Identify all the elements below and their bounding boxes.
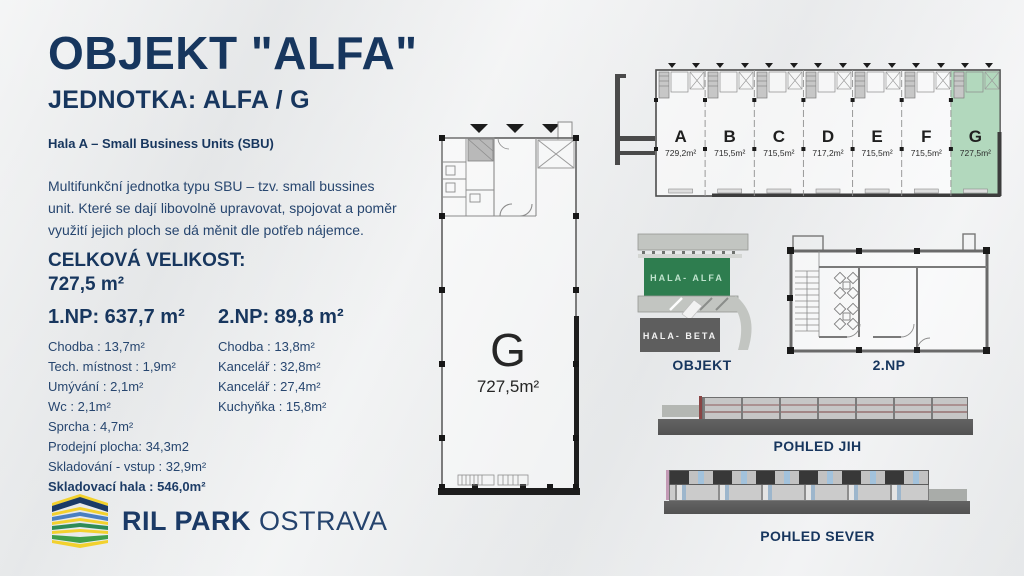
floor-1np-column	[48, 306, 206, 497]
overview-unit-a-label: A	[674, 127, 687, 146]
total-size-value: 727,5 m²	[48, 274, 125, 295]
logo-text-bold: RIL PARK	[122, 505, 252, 536]
page-title: OBJEKT "ALFA"	[48, 27, 418, 79]
overview-unit-g-area: 727,5m²	[959, 148, 991, 158]
list-item: Prodejní plocha: 34,3m2	[48, 439, 189, 454]
unit-subtitle: JEDNOTKA: ALFA / G	[48, 86, 310, 114]
company-logo	[48, 492, 388, 550]
unit-g-plan-label: G	[490, 324, 526, 376]
overview-unit-f-label: F	[921, 127, 932, 146]
list-item: Kancelář : 27,4m²	[218, 379, 321, 394]
site-caption: OBJEKT	[672, 357, 732, 373]
list-item: Sprcha : 4,7m²	[48, 419, 134, 434]
unit-g-floorplan-drawing	[432, 116, 584, 518]
unit-description: Multifunkční jednotka typu SBU – tzv. small bussines unit. Které se dají libovolně upravovat, spojovat a poměr využití jejich ploch se dá měnit dle potřeb nájemce.	[48, 178, 397, 238]
south-elevation-caption: POHLED JIH	[773, 438, 862, 454]
list-item: Wc : 2,1m²	[48, 399, 111, 414]
unit-g-floorplan	[432, 116, 584, 518]
overview-unit-c-label: C	[772, 127, 786, 146]
overview-unit-d-label: D	[821, 127, 835, 146]
overview-unit-d-area: 717,2m²	[812, 148, 844, 158]
site-diagram	[632, 226, 772, 358]
floor-1np-heading: 1.NP: 637,7 m²	[48, 306, 185, 328]
elevation-upper-band	[669, 470, 929, 485]
list-item: Umývání : 2,1m²	[48, 379, 144, 394]
list-item: Kuchyňka : 15,8m²	[218, 399, 327, 414]
north-elevation-caption: POHLED SEVER	[760, 528, 875, 544]
unit-g-plan-area: 727,5m²	[476, 377, 540, 396]
list-item-storage-hall: Skladovací hala : 546,0m²	[48, 479, 206, 494]
overview-unit-e-label: E	[871, 127, 883, 146]
building-overview-drawing	[612, 62, 1010, 210]
overview-unit-f-area: 715,5m²	[910, 148, 942, 158]
overview-unit-e-area: 715,5m²	[861, 148, 893, 158]
floor-1np-list	[48, 337, 206, 497]
logo-text-light: OSTRAVA	[259, 505, 388, 536]
total-size-label: CELKOVÁ VELIKOST:	[48, 250, 246, 271]
list-item: Chodba : 13,7m²	[48, 339, 145, 354]
logo-wordmark	[122, 506, 388, 537]
elevation-panels	[702, 397, 968, 420]
list-item: Skladování - vstup : 32,9m²	[48, 459, 207, 474]
ril-park-logo-icon	[48, 492, 112, 550]
overview-unit-b-area: 715,5m²	[714, 148, 746, 158]
site-diagram-drawing	[632, 226, 772, 358]
building-overview-plan	[612, 62, 1010, 210]
list-item: Tech. místnost : 1,9m²	[48, 359, 176, 374]
north-elevation	[664, 468, 970, 516]
floor-2np-heading: 2.NP: 89,8 m²	[218, 306, 344, 328]
elevation-wing	[929, 489, 967, 501]
overview-unit-g-label: G	[968, 127, 983, 146]
elevation-lower-band	[669, 485, 929, 501]
overview-unit-c-area: 715,5m²	[763, 148, 795, 158]
second-floor-plan-drawing	[783, 233, 995, 363]
floor-2np-list	[218, 337, 344, 417]
list-item: Kancelář : 32,8m²	[218, 359, 321, 374]
south-elevation	[658, 392, 976, 438]
elevation-step	[662, 405, 700, 417]
elevation-base	[658, 419, 973, 435]
overview-unit-b-label: B	[723, 127, 736, 146]
list-item: Chodba : 13,8m²	[218, 339, 315, 354]
second-floor-caption: 2.NP	[872, 357, 906, 373]
hala-alfa-label: HALA- ALFA	[650, 273, 724, 283]
section-heading: Hala A – Small Business Units (SBU)	[48, 136, 274, 151]
second-floor-plan	[783, 233, 995, 363]
elevation-base	[664, 501, 970, 514]
floor-2np-column	[218, 306, 344, 417]
overview-unit-a-area: 729,2m²	[665, 148, 697, 158]
hala-beta-label: HALA- BETA	[642, 331, 718, 341]
